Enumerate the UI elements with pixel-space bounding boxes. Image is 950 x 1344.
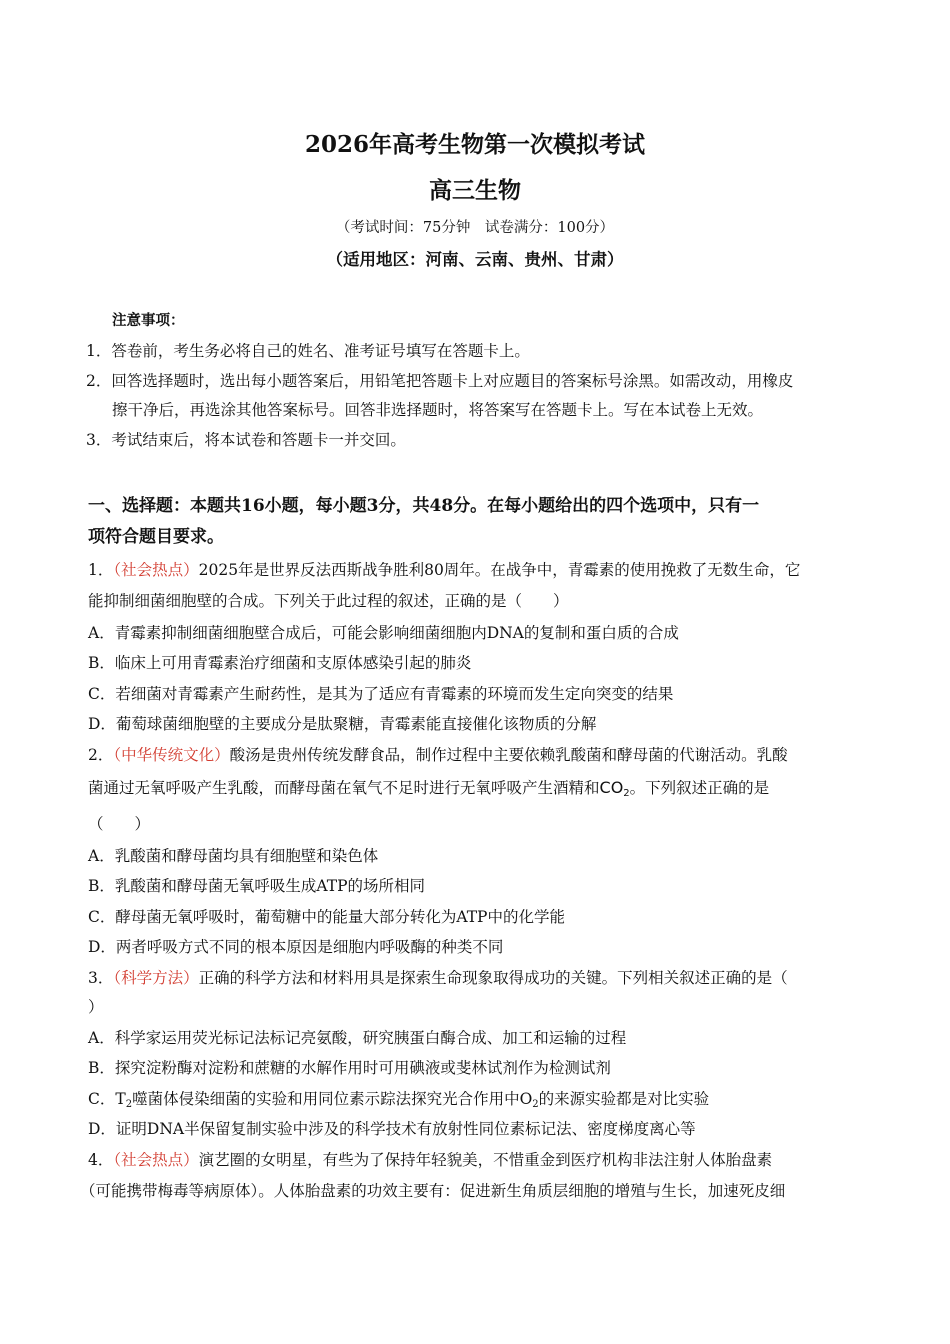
section-heading-line-2: 项符合题目要求。 — [88, 527, 224, 547]
question-number: 4． — [88, 1151, 114, 1169]
subject-title: 高三生物 — [429, 177, 521, 204]
notice-item-text: 答卷前，考生务必将自己的姓名、准考证号填写在答题卡上。 — [111, 342, 530, 360]
notice-item-number: 1． — [86, 342, 112, 360]
question-4-stem — [88, 1148, 772, 1170]
question-2-option-a: A．乳酸菌和酵母菌均具有细胞壁和染色体 — [88, 847, 379, 865]
question-3-stem — [88, 966, 788, 988]
notice-item-number: 2． — [86, 372, 112, 390]
question-tag: （科学方法） — [113, 969, 199, 987]
question-text: 2025年是世界反法西斯战争胜利80周年。在战争中，青霉素的使用挽救了无数生命，它 — [198, 561, 801, 579]
exam-title: 2026年高考生物第一次模拟考试 — [304, 131, 645, 158]
question-2-option-d: D．两者呼吸方式不同的根本原因是细胞内呼吸酶的种类不同 — [88, 938, 504, 956]
question-1-stem — [88, 558, 800, 580]
question-3-option-a: A．科学家运用荧光标记法标记亮氨酸，研究胰蛋白酶合成、加工和运输的过程 — [88, 1029, 627, 1047]
question-number: 3． — [88, 969, 114, 987]
exam-info: （考试时间：75分钟 试卷满分：100分） — [335, 220, 615, 236]
question-1-option-b: B．临床上可用青霉素治疗细菌和支原体感染引起的肺炎 — [88, 654, 472, 672]
notice-item-number: 3． — [86, 431, 112, 449]
notice-item-2-continued: 擦干净后，再选涂其他答案标号。回答非选择题时，将答案写在答题卡上。写在本试卷上无效。 — [112, 401, 764, 419]
question-2-answer-blank: （ ） — [88, 815, 151, 833]
notice-item-3 — [86, 428, 406, 450]
question-1-option-c: C．若细菌对青霉素产生耐药性，是其为了适应有青霉素的环境而发生定向突变的结果 — [88, 685, 674, 703]
question-3-option-c: C．$T_2$噬菌体侵染细菌的实验和用同位素示踪法探究光合作用中$O_2$的来源实验都是对比实验 — [88, 1090, 710, 1110]
notice-item-2 — [86, 369, 793, 391]
question-2-stem-continued — [88, 776, 769, 799]
question-text: 菌通过无氧呼吸产生乳酸，而酵母菌在氧气不足时进行无氧呼吸产生酒精和 — [88, 779, 600, 797]
question-3-stem-continued: ） — [88, 998, 104, 1016]
notice-heading: 注意事项： — [112, 312, 185, 329]
question-3-option-d: D．证明DNA半保留复制实验中涉及的科学技术有放射性同位素标记法、密度梯度离心等 — [88, 1120, 696, 1138]
question-2-option-b: B．乳酸菌和酵母菌无氧呼吸生成ATP的场所相同 — [88, 877, 426, 895]
section-heading-line-1: 一、选择题：本题共16小题，每小题3分，共48分。在每小题给出的四个选项中，只有一 — [88, 496, 760, 516]
question-1-option-a: A．青霉素抑制细菌细胞壁合成后，可能会影响细菌细胞内DNA的复制和蛋白质的合成 — [88, 624, 679, 642]
question-1-stem-continued: 能抑制细菌细胞壁的合成。下列关于此过程的叙述，正确的是（ ） — [88, 592, 569, 610]
notice-item-text: 回答选择题时，选出每小题答案后，用铅笔把答题卡上对应题目的答案标号涂黑。如需改动，用橡皮 — [111, 372, 794, 390]
applicable-regions: （适用地区：河南、云南、贵州、甘肃） — [326, 250, 624, 269]
question-tag: （中华传统文化） — [113, 746, 230, 764]
question-number: 1． — [88, 561, 114, 579]
question-1-option-d: D．葡萄球菌细胞壁的主要成分是肽聚糖，青霉素能直接催化该物质的分解 — [88, 715, 597, 733]
question-text: 酸汤是贵州传统发酵食品，制作过程中主要依赖乳酸菌和酵母菌的代谢活动。乳酸 — [229, 746, 788, 764]
question-4-stem-continued: （可能携带梅毒等病原体）。人体胎盘素的功效主要有：促进新生角质层细胞的增殖与生长，加速死皮细 — [80, 1182, 786, 1200]
question-3-option-b: B．探究淀粉酶对淀粉和蔗糖的水解作用时可用碘液或斐林试剂作为检测试剂 — [88, 1059, 611, 1077]
question-2-stem — [88, 743, 788, 765]
question-number: 2． — [88, 746, 114, 764]
notice-item-text: 考试结束后，将本试卷和答题卡一并交回。 — [111, 431, 406, 449]
notice-item-1 — [86, 339, 530, 361]
question-text: 正确的科学方法和材料用具是探索生命现象取得成功的关键。下列相关叙述正确的是（ — [198, 969, 788, 987]
question-tag: （社会热点） — [113, 561, 199, 579]
question-text: 演艺圈的女明星，有些为了保持年轻貌美，不惜重金到医疗机构非法注射人体胎盘素 — [198, 1151, 773, 1169]
co2-formula: $CO_2$ — [599, 778, 630, 799]
question-tag: （社会热点） — [113, 1151, 199, 1169]
question-text: 。下列叙述正确的是 — [629, 779, 770, 797]
question-2-option-c: C．酵母菌无氧呼吸时，葡萄糖中的能量大部分转化为ATP中的化学能 — [88, 908, 565, 926]
